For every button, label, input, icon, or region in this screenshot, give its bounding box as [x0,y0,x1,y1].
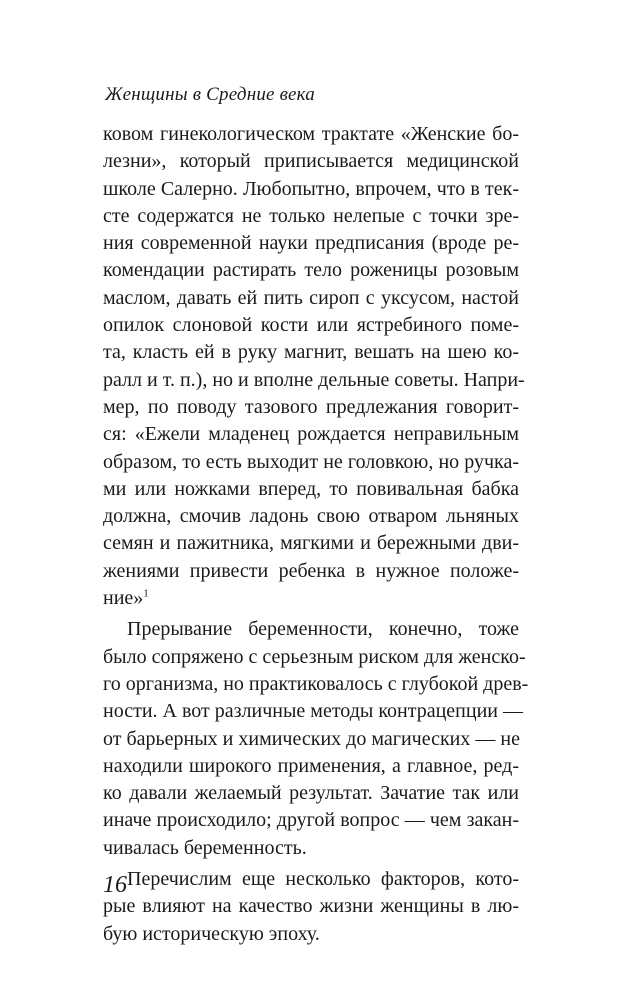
text-line: чивалась беременность. [103,836,307,859]
body-text [103,121,529,948]
text-line: ко давали желаемый результат. Зачатие так или [103,782,519,805]
text-line: ния современной науки предписания (вроде ре- [103,232,519,255]
text-line: семян и пажитника, мягкими и бережными дви- [103,532,519,555]
text-line: мер, по поводу тазового предлежания говорит- [103,395,519,418]
text-line: лезни», который приписывается медицинской [103,150,519,173]
text-line: ковом гинекологическом трактате «Женские бо- [103,123,519,145]
text-line: маслом, давать ей пить сироп с уксусом, настой [103,286,519,309]
text-line: было сопряжено с серьезным риском для женско- [103,645,526,668]
text-line: Прерывание беременности, конечно, тоже [127,618,519,641]
text-line [103,585,519,612]
paragraph [103,616,529,862]
text-line: должна, смочив ладонь свою отваром льняных [103,505,519,528]
text-line: комендации растирать тело роженицы розовым [103,259,519,282]
text-line: ралл и т. п.), но и вполне дельные советы. Напри- [103,368,525,391]
text-line: жениями привести ребенка в нужное положе- [103,559,519,582]
text-line: ми или ножками вперед, то повивальная бабка [103,477,519,500]
footnote-reference[interactable]: 1 [143,587,149,600]
text-line: находили широкого применения, а главное, ред- [103,754,519,777]
text-line: го организма, но практиковалось с глубокой древ- [103,672,529,695]
text-line: та, класть ей в руку магнит, вешать на шею ко- [103,341,519,364]
paragraph [103,121,525,612]
text-line-content: ние» [103,587,144,610]
paragraph [103,866,519,948]
text-line: от барьерных и химических до магических — не [103,727,520,750]
text-line: иначе происходило; другой вопрос — чем закан- [103,809,519,832]
text-line: образом, то есть выходит не головкою, но ручка- [103,450,519,473]
text-line: ности. А вот различные методы контрацепции — [103,700,523,723]
text-line: сте содержатся не только нелепые с точки зре- [103,204,519,227]
text-line: бую историческую эпоху. [103,922,320,945]
page-number: 16 [103,872,127,898]
text-line: Перечислим еще несколько факторов, кото- [127,868,519,891]
running-head: Женщины в Средние века [105,84,315,105]
text-line: ся: «Ежели младенец рождается неправильным [103,423,519,446]
text-line: опилок слоновой кости или ястребиного поме- [103,314,519,337]
text-line: рые влияют на качество жизни женщины в лю- [103,895,519,918]
text-line: школе Салерно. Любопытно, впрочем, что в тек- [103,177,519,200]
